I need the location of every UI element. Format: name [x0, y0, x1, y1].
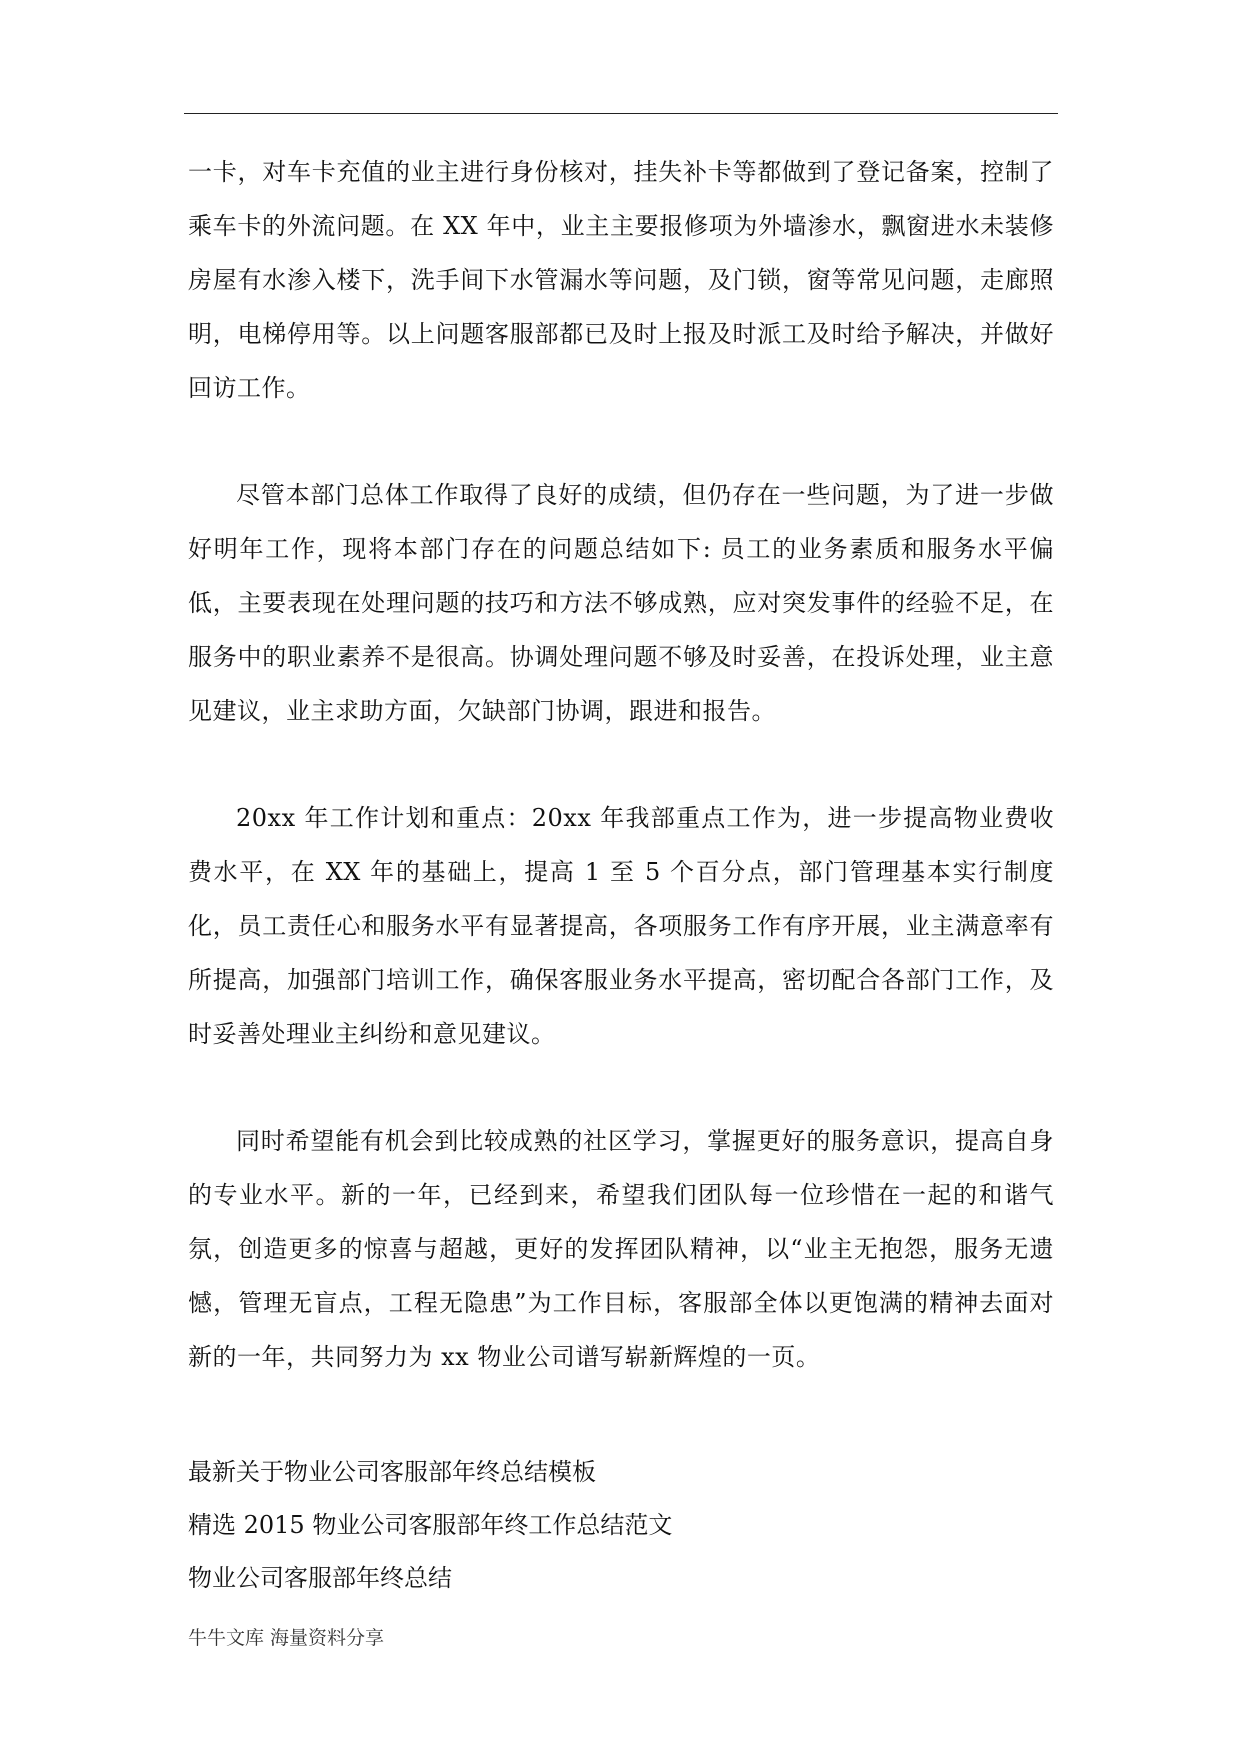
- header-rule: [184, 113, 1058, 114]
- paragraph-closing: 同时希望能有机会到比较成熟的社区学习，掌握更好的服务意识，提高自身的专业水平。新的一年，已经到来，希望我们团队每一位珍惜在一起的和谐气氛，创造更多的惊喜与超越，更好的发挥团队精神，以“业主无抱怨，服务无遗憾，管理无盲点，工程无隐患”为工作目标，客服部全体以更饱满的精神去面对新的一年，共同努力为 xx 物业公司谱写崭新辉煌的一页。: [188, 1127, 1054, 1371]
- related-link-1[interactable]: 最新关于物业公司客服部年终总结模板: [188, 1458, 596, 1486]
- page-footer: 牛牛文库 海量资料分享: [188, 1627, 385, 1649]
- paragraph-work-plan: 20xx 年工作计划和重点：20xx 年我部重点工作为，进一步提高物业费收费水平，在 XX 年的基础上，提高 1 至 5 个百分点，部门管理基本实行制度化，员工责任心和服务水平有显著提高，各项服务工作有序开展，业主满意率有所提高，加强部门培训工作，确保客服业务水平提高，密切配合各部门工作，及时妥善处理业主纠纷和意见建议。: [188, 804, 1054, 1048]
- related-link-2[interactable]: 精选 2015 物业公司客服部年终工作总结范文: [188, 1511, 673, 1539]
- related-links-list: [188, 1446, 1054, 1605]
- paragraph-continuation: 一卡，对车卡充值的业主进行身份核对，挂失补卡等都做到了登记备案，控制了乘车卡的外流问题。在 XX 年中，业主主要报修项为外墙渗水，飘窗进水未装修房屋有水渗入楼下，洗手间下水管漏水等问题，及门锁，窗等常见问题，走廊照明，电梯停用等。以上问题客服部都已及时上报及时派工及时给予解决，并做好回访工作。: [188, 158, 1054, 402]
- related-link-3[interactable]: 物业公司客服部年终总结: [188, 1564, 452, 1592]
- document-body: [188, 145, 1054, 1384]
- paragraph-problems: 尽管本部门总体工作取得了良好的成绩，但仍存在一些问题，为了进一步做好明年工作，现将本部门存在的问题总结如下: 员工的业务素质和服务水平偏低，主要表现在处理问题的技巧和方法不够成熟，应对突发事件的经验不足，在服务中的职业素养不是很高。协调处理问题不够及时妥善，在投诉处理，业主意见建议，业主求助方面，欠缺部门协调，跟进和报告。: [188, 481, 1054, 725]
